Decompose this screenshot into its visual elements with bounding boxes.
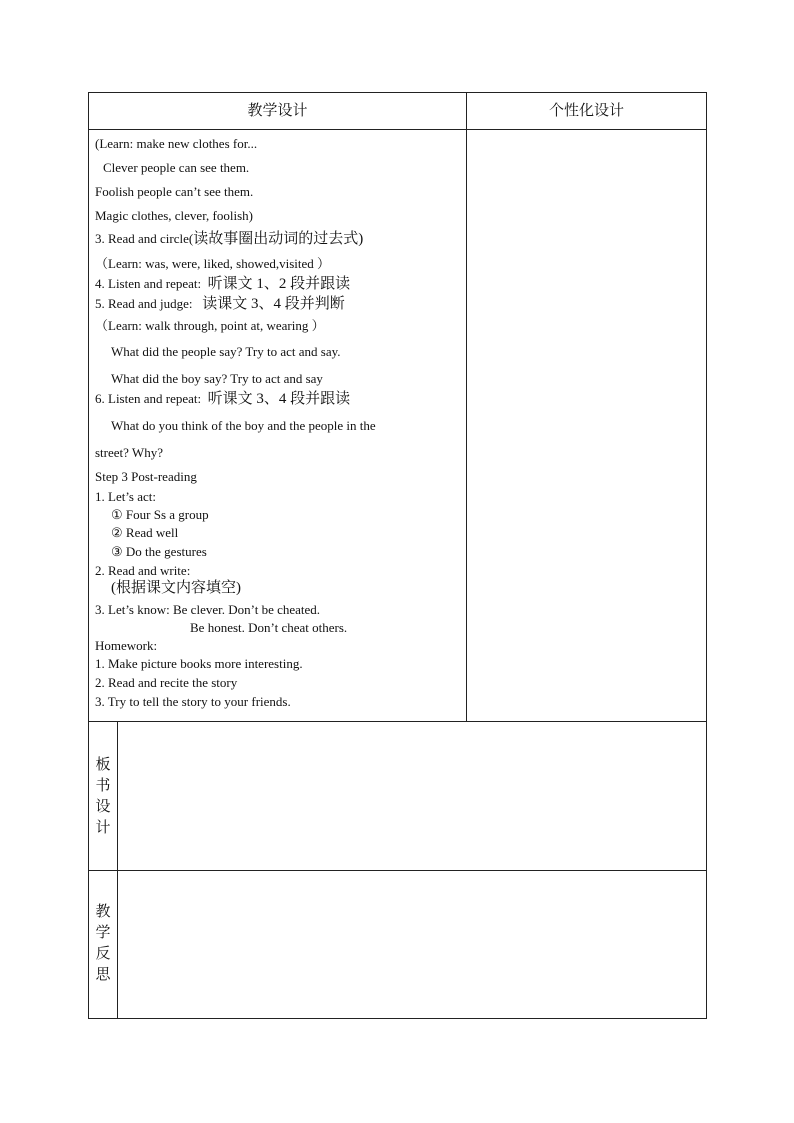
table-row-divider-1 [88, 721, 707, 722]
content-line-19: ③ Do the gestures [111, 544, 207, 559]
table-border-left [88, 92, 89, 1019]
table-row-divider-2 [88, 870, 707, 871]
content-line-1: (Learn: make new clothes for... [95, 136, 258, 151]
content-line-4: Magic clothes, clever, foolish) [95, 208, 253, 223]
header-teaching-design: 教学设计 [247, 103, 308, 119]
content-line-6: （Learn: was, were, liked, showed,visited ） [95, 256, 331, 271]
content-line-2: Clever people can see them. [103, 160, 250, 175]
table-border-top [88, 92, 707, 93]
content-line-27: 3. Try to tell the story to your friends. [95, 694, 291, 709]
listen-repeat-zh: 听课文 1、2 段并跟读 [207, 276, 351, 292]
content-line-5 [95, 231, 363, 247]
reflection-char-2: 学 [95, 925, 111, 941]
content-line-17: ① Four Ss a group [111, 507, 209, 522]
content-line-11: What did the boy say? Try to act and say [111, 371, 323, 386]
listen-repeat-2-text: 6. Listen and repeat: [95, 391, 202, 406]
content-line-14: street? Why? [95, 445, 163, 460]
board-design-char-2: 书 [95, 778, 111, 794]
listen-repeat-2-zh: 听课文 3、4 段并跟读 [207, 391, 351, 407]
content-line-20: 2. Read and write: [95, 563, 191, 578]
content-line-13: What do you think of the boy and the people in the [111, 418, 376, 433]
content-line-22: 3. Let’s know: Be clever. Don’t be cheated. [95, 602, 321, 617]
board-design-char-4: 计 [95, 820, 111, 836]
content-line-25: 1. Make picture books more interesting. [95, 656, 303, 671]
listen-repeat-text: 4. Listen and repeat: [95, 276, 202, 291]
reflection-char-4: 思 [95, 967, 111, 983]
read-and-circle-zh: 读故事圈出动词的过去式) [193, 231, 364, 247]
table-border-right [706, 92, 707, 1019]
read-judge-text: 5. Read and judge: [95, 296, 193, 311]
board-design-label [93, 755, 113, 839]
content-line-7 [95, 276, 350, 292]
content-line-3: Foolish people can’t see them. [95, 184, 254, 199]
content-line-21: (根据课文内容填空) [111, 580, 241, 596]
board-design-char-1: 板 [95, 757, 111, 773]
table-border-bottom [88, 1018, 707, 1019]
content-line-15: Step 3 Post-reading [95, 469, 197, 484]
content-line-10: What did the people say? Try to act and say. [111, 344, 341, 359]
content-line-26: 2. Read and recite the story [95, 675, 238, 690]
read-and-circle-text: 3. Read and circle( [95, 231, 194, 246]
content-line-16: 1. Let’s act: [95, 489, 157, 504]
content-line-18: ② Read well [111, 525, 179, 540]
content-line-8 [95, 296, 345, 312]
teaching-reflection-label [93, 902, 113, 986]
reflection-char-3: 反 [95, 946, 111, 962]
board-design-char-3: 设 [95, 799, 111, 815]
content-line-9: （Learn: walk through, point at, wearing ） [95, 318, 325, 333]
table-label-column-divider [117, 721, 118, 1019]
header-personalized-design: 个性化设计 [548, 103, 624, 119]
content-line-12 [95, 391, 350, 407]
table-header-divider [88, 129, 707, 130]
reflection-char-1: 教 [95, 904, 111, 920]
read-judge-zh: 读课文 3、4 段并判断 [202, 296, 345, 312]
table-column-divider [466, 92, 467, 722]
content-line-24: Homework: [95, 638, 158, 653]
content-line-23: Be honest. Don’t cheat others. [190, 620, 348, 635]
